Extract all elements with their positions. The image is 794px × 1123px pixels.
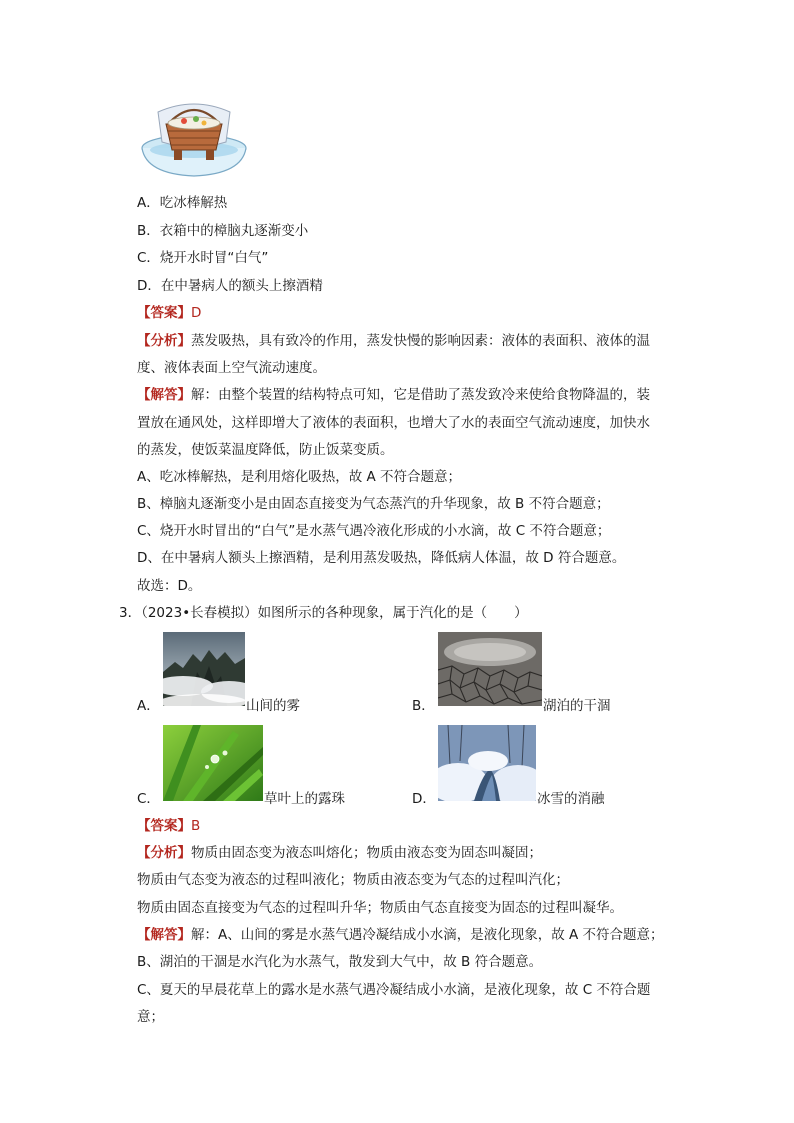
q3-detail-c-cont: 意； (137, 1009, 164, 1025)
dew-on-grass-image (163, 725, 263, 801)
q3-detail-c: C、夏天的早晨花草上的露水是水蒸气遇冷凝结成小水滴，是液化现象，故 C 不符合题 (137, 982, 651, 998)
q3-option-d-caption: 冰雪的消融 (537, 791, 605, 807)
analysis-tag: 【分析】 (137, 333, 191, 349)
q2-detail-d: D、在中暑病人额头上擦酒精，是利用蒸发吸热，降低病人体温，故 D 符合题意。 (137, 550, 626, 566)
q2-detail-a: A、吃冰棒解热，是利用熔化吸热，故 A 不符合题意； (137, 469, 462, 485)
q3-option-c-letter: C． (137, 791, 160, 807)
q2-answer (137, 303, 201, 323)
q3-option-d-letter: D． (412, 791, 436, 807)
basket-in-water-image (138, 98, 250, 180)
answer-value: D (191, 305, 202, 321)
q2-solution-line2: 置放在通风处，这样即增大了液体的表面积，也增大了水的表面空气流动速度，加快水 (137, 415, 650, 431)
analysis-text: 物质由固态变为液态叫熔化；物质由液态变为固态叫凝固； (191, 845, 542, 861)
mountain-fog-image (163, 632, 245, 706)
q2-choice: 故选：D。 (137, 578, 202, 594)
analysis-text: 蒸发吸热，具有致冷的作用，蒸发快慢的影响因素：液体的表面积、液体的温 (191, 333, 650, 349)
q3-answer (137, 816, 200, 836)
q2-solution-line3: 的蒸发，使饭菜温度降低，防止饭菜变质。 (137, 442, 394, 458)
answer-tag: 【答案】 (137, 818, 191, 834)
solution-tag: 【解答】 (137, 387, 191, 403)
q2-detail-b: B、樟脑丸逐渐变小是由固态直接变为气态蒸汽的升华现象，故 B 不符合题意； (137, 496, 610, 512)
q3-option-c-caption: 草叶上的露珠 (264, 791, 345, 807)
q3-option-b-caption: 湖泊的干涸 (543, 698, 611, 714)
dried-lake-image (438, 632, 542, 706)
q3-analysis-line2: 物质由气态变为液态的过程叫液化；物质由液态变为气态的过程叫汽化； (137, 872, 569, 888)
q3-stem: 3．（2023•长春模拟）如图所示的各种现象，属于汽化的是（ ） (119, 605, 528, 621)
solution-text: 解：由整个装置的结构特点可知，它是借助了蒸发致冷来使给食物降温的，装 (191, 387, 650, 403)
option-d: D．在中暑病人的额头上擦酒精 (137, 278, 323, 294)
q3-analysis (137, 843, 542, 863)
q3-detail-b: B、湖泊的干涸是水汽化为水蒸气，散发到大气中，故 B 符合题意。 (137, 954, 543, 970)
q3-option-a-caption: 山间的雾 (246, 698, 300, 714)
q3-analysis-line3: 物质由固态直接变为气态的过程叫升华；物质由气态直接变为固态的过程叫凝华。 (137, 900, 623, 916)
q3-option-b-letter: B． (412, 698, 435, 714)
q2-detail-c: C、烧开水时冒出的“白气”是水蒸气遇冷液化形成的小水滴，故 C 不符合题意； (137, 523, 611, 539)
q3-solution (137, 925, 664, 945)
solution-tag: 【解答】 (137, 927, 191, 943)
analysis-tag: 【分析】 (137, 845, 191, 861)
answer-tag: 【答案】 (137, 305, 191, 321)
solution-text: 解：A、山间的雾是水蒸气遇冷凝结成小水滴，是液化现象，故 A 不符合题意； (191, 927, 664, 943)
option-c: C．烧开水时冒“白气” (137, 250, 269, 266)
answer-value: B (191, 818, 201, 834)
option-b: B．衣箱中的樟脑丸逐渐变小 (137, 223, 309, 239)
option-a: A．吃冰棒解热 (137, 195, 228, 211)
q2-analysis-line2: 度、液体表面上空气流动速度。 (137, 360, 326, 376)
melting-snow-image (438, 725, 536, 801)
q2-analysis (137, 331, 650, 351)
q2-solution (137, 385, 650, 405)
q3-option-a-letter: A． (137, 698, 160, 714)
